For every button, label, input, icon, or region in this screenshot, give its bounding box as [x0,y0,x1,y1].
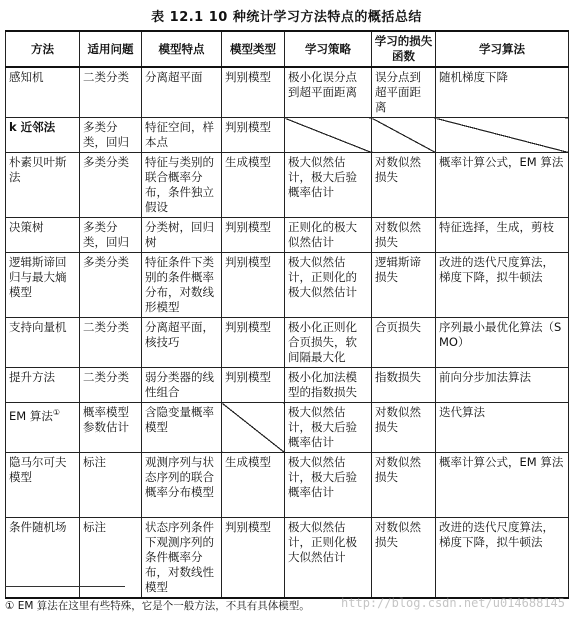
problem-cell: 多类分类，回归 [80,218,142,253]
strategy-cell: 极大似然估计，极大后验概率估计 [285,403,372,453]
model-type-cell: 判别模型 [222,253,285,318]
table-row [6,318,569,368]
loss-cell: 对数似然损失 [372,218,436,253]
model-feature-cell: 分离超平面 [142,67,222,118]
strategy-cell: 极大似然估计，极大后验概率估计 [285,153,372,218]
strategy-cell: 极小化误分点到超平面距离 [285,67,372,118]
table-row [6,218,569,253]
problem-cell: 多类分类 [80,153,142,218]
loss-cell: 指数损失 [372,368,436,403]
column-header: 学习的损失函数 [372,31,436,67]
loss-cell: 对数似然损失 [372,403,436,453]
strategy-cell: 极小化正则化合页损失，软间隔最大化 [285,318,372,368]
model-feature-cell: 含隐变量概率模型 [142,403,222,453]
table-caption: 表 12.1 10 种统计学习方法特点的概括总结 [151,10,422,25]
method-cell: 朴素贝叶斯法 [6,153,80,218]
algorithm-cell: 迭代算法 [436,403,569,453]
table-header-row [6,31,569,67]
problem-cell: 二类分类 [80,318,142,368]
model-type-cell: 生成模型 [222,453,285,518]
strategy-cell [285,118,372,153]
method-cell: 条件随机场 [6,518,80,599]
loss-cell: 合页损失 [372,318,436,368]
loss-cell: 对数似然损失 [372,453,436,518]
problem-cell: 标注 [80,453,142,518]
method-cell: k 近邻法 [6,118,80,153]
loss-cell [372,118,436,153]
method-cell: 支持向量机 [6,318,80,368]
column-header: 模型特点 [142,31,222,67]
method-cell: 感知机 [6,67,80,118]
model-type-cell [222,403,285,453]
methods-summary-table [5,30,569,599]
algorithm-cell: 序列最小最优化算法（SMO） [436,318,569,368]
watermark: http://blog.csdn.net/u014688145 [341,596,565,610]
footnote-marker: ① [52,408,61,417]
model-feature-cell: 特征条件下类别的条件概率分布，对数线形模型 [142,253,222,318]
problem-cell: 多类分类，回归 [80,118,142,153]
method-cell: 提升方法 [6,368,80,403]
loss-cell: 误分点到超平面距离 [372,67,436,118]
table-row [6,67,569,118]
problem-cell: 多类分类 [80,253,142,318]
column-header: 学习算法 [436,31,569,67]
strategy-cell: 极小化加法模型的指数损失 [285,368,372,403]
model-feature-cell: 状态序列条件下观测序列的条件概率分布，对数线性模型 [142,518,222,599]
column-header: 模型类型 [222,31,285,67]
algorithm-cell: 改进的迭代尺度算法，梯度下降，拟牛顿法 [436,518,569,599]
strategy-cell: 极大似然估计，正则化的极大似然估计 [285,253,372,318]
loss-cell: 对数似然损失 [372,153,436,218]
model-feature-cell: 特征与类别的联合概率分布，条件独立假设 [142,153,222,218]
algorithm-cell: 概率计算公式，EM 算法 [436,153,569,218]
model-type-cell: 生成模型 [222,153,285,218]
problem-cell: 标注 [80,518,142,599]
method-cell: 逻辑斯谛回归与最大熵模型 [6,253,80,318]
column-header: 适用问题 [80,31,142,67]
model-feature-cell: 特征空间，样本点 [142,118,222,153]
table-row [6,153,569,218]
column-header: 学习策略 [285,31,372,67]
strategy-cell: 正则化的极大似然估计 [285,218,372,253]
algorithm-cell: 特征选择，生成，剪枝 [436,218,569,253]
model-type-cell: 判别模型 [222,368,285,403]
table-row [6,368,569,403]
footnote-divider [5,586,125,587]
algorithm-cell: 前向分步加法算法 [436,368,569,403]
model-feature-cell: 弱分类器的线性组合 [142,368,222,403]
model-feature-cell: 观测序列与状态序列的联合概率分布模型 [142,453,222,518]
strategy-cell: 极大似然估计，极大后验概率估计 [285,453,372,518]
algorithm-cell: 改进的迭代尺度算法，梯度下降，拟牛顿法 [436,253,569,318]
method-label: EM 算法 [9,408,53,423]
method-cell: 隐马尔可夫模型 [6,453,80,518]
model-type-cell: 判别模型 [222,318,285,368]
method-cell [6,403,80,453]
column-header: 方法 [6,31,80,67]
model-type-cell: 判别模型 [222,67,285,118]
footnote: ① EM 算法在这里有些特殊，它是个一般方法，不具有具体模型。 [5,600,310,612]
table-row [6,403,569,453]
model-feature-cell: 分离超平面，核技巧 [142,318,222,368]
table-row [6,453,569,518]
model-type-cell: 判别模型 [222,518,285,599]
loss-cell: 对数似然损失 [372,518,436,599]
problem-cell: 概率模型参数估计 [80,403,142,453]
problem-cell: 二类分类 [80,368,142,403]
strategy-cell: 极大似然估计，正则化极大似然估计 [285,518,372,599]
method-cell: 决策树 [6,218,80,253]
problem-cell: 二类分类 [80,67,142,118]
loss-cell: 逻辑斯谛损失 [372,253,436,318]
table-row [6,253,569,318]
algorithm-cell [436,118,569,153]
model-feature-cell: 分类树，回归树 [142,218,222,253]
algorithm-cell: 概率计算公式，EM 算法 [436,453,569,518]
model-type-cell: 判别模型 [222,118,285,153]
algorithm-cell: 随机梯度下降 [436,67,569,118]
model-type-cell: 判别模型 [222,218,285,253]
table-row [6,118,569,153]
